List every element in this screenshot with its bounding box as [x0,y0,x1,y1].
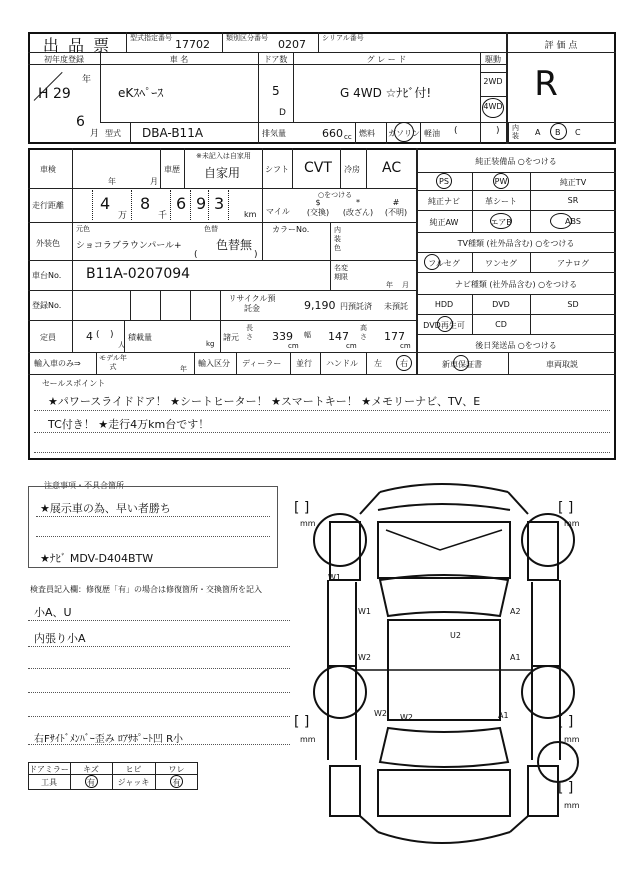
eval-label: 評 価 点 [544,41,578,51]
eval-score: R [534,64,558,104]
svg-text:mm: mm [564,735,580,744]
mark-a2: A2 [510,607,521,616]
mark-w1-door: W1 [358,607,371,616]
drive-4wd: 4WD [483,102,503,111]
later-title: 後日発送品 ○をつける [475,341,557,350]
displacement: 660 [322,127,343,140]
vehicle-history: 自家用 [204,166,241,180]
note-line-1: ★展示車の為、早い者勝ち [40,502,171,515]
chassis-number: B11A-0207094 [86,266,191,282]
capacity: 4 [86,330,93,343]
bracket-front-left: [ ] [294,500,310,516]
bracket-rear-left: [ ] [294,714,310,730]
length: 339 [272,330,293,343]
air-conditioning: AC [382,160,402,176]
mileage-digit-5: 3 [214,194,225,213]
fuel-gasoline-circle [394,122,414,142]
tv-title: TV種類 (社外品含む) ○をつける [457,239,575,248]
model-code: DBA-B11A [142,126,204,140]
mark-a1-rear: A1 [498,711,509,720]
width: 147 [328,330,349,343]
selling-line-2: TC付き！ ★走行4万km台です！ [48,418,210,431]
bracket-front-right: [ ] [558,500,574,516]
mileage-digit-2: 8 [140,194,151,213]
handle-right-circle [396,355,412,371]
mileage-digit-4: 9 [196,194,207,213]
drive-label: 駆動 [485,55,501,64]
mark-w2-rear-2: W2 [400,713,413,722]
bracket-rear-right: [ ] [558,714,574,730]
inspector-note-3: 右Fｻｲﾄﾞﾒﾝﾊﾞｰ歪み ﾛｱｻﾎﾟｰﾄ凹 R小 [34,734,184,745]
mileage-digit-3: 6 [176,194,187,213]
first-reg-label: 初年度登録 [44,55,84,64]
navi-title: ナビ種類 (社外品含む) ○をつける [454,280,578,289]
type-no: 17702 [175,38,210,51]
bracket-spare: [ ] [558,780,574,796]
inspector-note-1: 小A、U [34,606,72,619]
grade-label: グ レ ー ド [366,55,407,64]
fuel-gasoline: ガソリン [388,129,420,138]
first-reg-era: H 29 [38,86,71,102]
doors-label: ドア数 [263,55,288,64]
car-name-label: 車 名 [169,55,189,64]
mark-w2-door: W2 [358,653,371,662]
recycle-fee: 9,190 [304,299,336,312]
selling-line-1: ★パワースライドドア！ ★シートヒーター！ ★スマートキー！ ★メモリーナビ、TV、E [48,395,481,408]
repaint: 色替無 [216,238,253,252]
shift: CVT [304,160,332,176]
height: 177 [384,330,405,343]
inspector-note-2: 内張り小A [34,632,86,645]
type-no-label: 型式指定番号 [130,34,172,42]
drive-4wd-circle [482,98,504,118]
mark-w1-left: W1 [328,573,341,582]
class-no: 0207 [278,38,306,51]
grade: G 4WD ☆ﾅﾋﾞ付! [340,86,432,100]
svg-text:mm: mm [300,519,316,528]
notes-title: 注意事項・不具合箇所 [44,481,124,490]
door-count: 5 [272,84,280,98]
svg-text:mm: mm [300,735,316,744]
original-color: ショコラブラウンパール+ [76,241,182,251]
selling-points-label: セールスポイント [42,379,106,388]
mileage-digit-1: 4 [100,194,111,213]
mark-a1: A1 [510,653,521,662]
drive-2wd: 2WD [483,77,503,86]
svg-text:mm: mm [564,519,580,528]
inspector-title: 検査員記入欄：修復歴「有」の場合は修復箇所・交換箇所を記入 [30,585,262,594]
car-name: eKｽﾍﾟｰｽ [118,86,164,100]
mark-u2: U2 [450,631,461,640]
first-reg-month: 6 [76,114,85,130]
equipment-title: 純正装備品 ○をつける [475,157,557,166]
car-damage-diagram [290,470,616,880]
form-title: 出 品 票 [42,36,112,55]
mark-w2-rear: W2 [374,709,387,718]
class-no-label: 類別区分番号 [226,34,268,42]
svg-text:mm: mm [564,801,580,810]
note-line-2: ★ﾅﾋﾞ MDV-D404BTW [40,552,154,565]
interior-b-circle [550,123,567,140]
serial-label: シリアル番号 [322,34,364,42]
